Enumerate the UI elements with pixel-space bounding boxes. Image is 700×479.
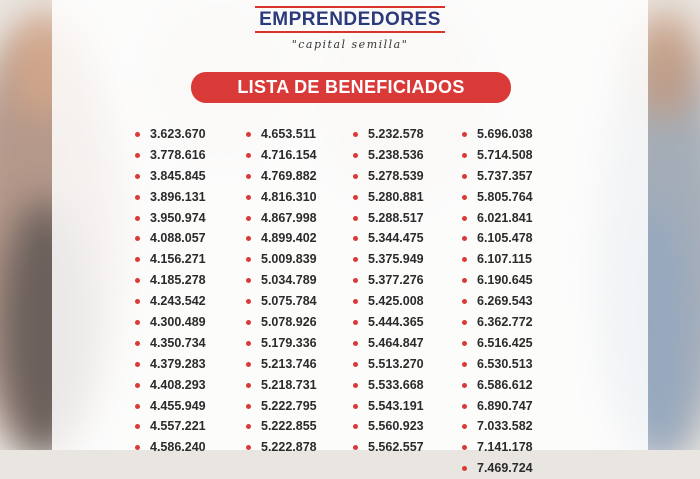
beneficiary-id: [135, 396, 206, 417]
bullet-dot-icon: [135, 341, 140, 346]
beneficiary-id: [135, 145, 206, 166]
beneficiary-id: [246, 416, 317, 437]
beneficiary-id-text: 5.737.357: [477, 168, 533, 183]
beneficiary-id: [353, 375, 424, 396]
beneficiary-id: [135, 354, 206, 375]
beneficiary-id: [462, 208, 533, 229]
beneficiary-id: [353, 228, 424, 249]
bullet-dot-icon: [246, 216, 251, 221]
beneficiary-id-text: 5.078.926: [261, 315, 317, 330]
bullet-dot-icon: [462, 257, 467, 262]
bullet-dot-icon: [462, 174, 467, 179]
beneficiary-id: [353, 249, 424, 270]
beneficiary-id: [246, 228, 317, 249]
bullet-dot-icon: [246, 341, 251, 346]
beneficiary-id: [353, 124, 424, 145]
bullet-dot-icon: [246, 132, 251, 137]
beneficiary-id-text: 5.288.517: [368, 210, 424, 225]
beneficiary-id-text: 3.950.974: [150, 210, 206, 225]
beneficiary-id: [462, 187, 533, 208]
beneficiary-id: [246, 270, 317, 291]
beneficiary-column-2: [246, 124, 317, 458]
beneficiary-id-text: 7.141.178: [477, 440, 533, 455]
beneficiary-id-text: 6.890.747: [477, 398, 533, 413]
beneficiary-id-text: 6.021.841: [477, 210, 533, 225]
beneficiary-id-text: 5.280.881: [368, 189, 424, 204]
beneficiary-id: [246, 291, 317, 312]
beneficiary-id-text: 4.716.154: [261, 147, 317, 162]
beneficiary-id-text: 7.033.582: [477, 419, 533, 434]
beneficiary-id: [462, 416, 533, 437]
beneficiary-id: [135, 124, 206, 145]
beneficiary-id-text: 4.557.221: [150, 419, 206, 434]
bullet-dot-icon: [246, 383, 251, 388]
beneficiary-id-text: 4.455.949: [150, 398, 206, 413]
beneficiary-id: [462, 291, 533, 312]
beneficiary-id-text: 5.543.191: [368, 398, 424, 413]
bullet-dot-icon: [353, 257, 358, 262]
beneficiary-id-text: 5.464.847: [368, 335, 424, 350]
brand-header: [0, 6, 700, 51]
bullet-dot-icon: [246, 362, 251, 367]
beneficiary-id-text: 5.562.557: [368, 440, 424, 455]
beneficiary-id: [135, 166, 206, 187]
beneficiary-id-text: 4.899.402: [261, 231, 317, 246]
brand-name: EMPRENDEDORES: [255, 6, 445, 33]
beneficiary-id-text: 4.379.283: [150, 356, 206, 371]
beneficiary-id-text: 6.107.115: [477, 252, 532, 267]
list-title: LISTA DE BENEFICIADOS: [237, 77, 465, 97]
bullet-dot-icon: [246, 299, 251, 304]
beneficiary-id-text: 5.714.508: [477, 147, 533, 162]
bullet-dot-icon: [353, 362, 358, 367]
beneficiary-id-text: 7.469.724: [477, 461, 533, 476]
bullet-dot-icon: [353, 195, 358, 200]
beneficiary-id: [246, 333, 317, 354]
beneficiary-id-text: 4.769.882: [261, 168, 317, 183]
beneficiary-id: [353, 145, 424, 166]
bullet-dot-icon: [462, 132, 467, 137]
beneficiary-id: [246, 208, 317, 229]
beneficiary-id: [462, 228, 533, 249]
beneficiary-id-text: 5.560.923: [368, 419, 424, 434]
beneficiary-id-text: 5.222.795: [261, 398, 317, 413]
bullet-dot-icon: [246, 320, 251, 325]
bullet-dot-icon: [246, 424, 251, 429]
beneficiary-id: [246, 396, 317, 417]
bullet-dot-icon: [353, 153, 358, 158]
beneficiary-id: [246, 437, 317, 458]
brand-tagline: "capital semilla": [291, 38, 409, 51]
bullet-dot-icon: [135, 132, 140, 137]
bullet-dot-icon: [353, 216, 358, 221]
beneficiary-id: [353, 354, 424, 375]
beneficiary-id-text: 6.586.612: [477, 377, 533, 392]
beneficiary-id: [135, 270, 206, 291]
beneficiary-id: [135, 187, 206, 208]
beneficiary-id: [135, 312, 206, 333]
bullet-dot-icon: [462, 299, 467, 304]
beneficiary-id-text: 5.218.731: [261, 377, 317, 392]
bullet-dot-icon: [246, 257, 251, 262]
bullet-dot-icon: [246, 404, 251, 409]
beneficiary-id: [462, 333, 533, 354]
bullet-dot-icon: [353, 383, 358, 388]
beneficiary-id: [353, 187, 424, 208]
beneficiary-id: [462, 375, 533, 396]
beneficiary-id: [135, 228, 206, 249]
beneficiary-id: [353, 333, 424, 354]
beneficiary-id: [353, 270, 424, 291]
bullet-dot-icon: [462, 153, 467, 158]
beneficiary-id-text: 4.653.511: [261, 127, 316, 141]
beneficiary-id-text: 4.586.240: [150, 440, 206, 455]
beneficiary-id: [246, 166, 317, 187]
beneficiary-id-text: 5.075.784: [261, 294, 317, 309]
beneficiary-id-text: 4.408.293: [150, 377, 206, 392]
beneficiary-id: [246, 124, 317, 145]
beneficiary-id: [135, 249, 206, 270]
beneficiary-id: [462, 124, 533, 145]
beneficiary-id-text: 5.009.839: [261, 252, 317, 267]
beneficiary-id-text: 4.867.998: [261, 210, 317, 225]
beneficiary-id: [462, 145, 533, 166]
beneficiary-id-text: 5.232.578: [368, 127, 424, 141]
bullet-dot-icon: [135, 299, 140, 304]
beneficiary-id: [246, 145, 317, 166]
beneficiary-id: [353, 416, 424, 437]
bullet-dot-icon: [462, 383, 467, 388]
beneficiary-id-text: 5.444.365: [368, 315, 424, 330]
beneficiary-id-text: 4.156.271: [150, 252, 206, 267]
beneficiary-id: [462, 249, 533, 270]
beneficiary-id-text: 5.513.270: [368, 356, 424, 371]
beneficiary-id-text: 6.530.513: [477, 356, 533, 371]
beneficiary-id-text: 5.034.789: [261, 273, 317, 288]
beneficiary-id-text: 5.213.746: [261, 356, 317, 371]
beneficiary-id: [246, 312, 317, 333]
beneficiary-id-text: 6.362.772: [477, 315, 533, 330]
bullet-dot-icon: [246, 236, 251, 241]
beneficiary-id: [462, 354, 533, 375]
bullet-dot-icon: [353, 278, 358, 283]
beneficiary-id: [135, 416, 206, 437]
beneficiary-id-text: 6.269.543: [477, 294, 533, 309]
beneficiary-id: [353, 396, 424, 417]
beneficiary-id-text: 5.222.855: [261, 419, 317, 434]
beneficiary-id: [135, 208, 206, 229]
bullet-dot-icon: [462, 362, 467, 367]
bullet-dot-icon: [353, 132, 358, 137]
bullet-dot-icon: [135, 278, 140, 283]
beneficiary-id: [135, 437, 206, 458]
bullet-dot-icon: [135, 236, 140, 241]
beneficiary-id: [462, 312, 533, 333]
beneficiary-id-text: 5.344.475: [368, 231, 424, 246]
beneficiary-id: [353, 291, 424, 312]
beneficiary-id-text: 5.222.878: [261, 440, 317, 455]
bullet-dot-icon: [462, 466, 467, 471]
beneficiary-id-text: 5.425.008: [368, 294, 424, 309]
beneficiary-id-text: 5.377.276: [368, 273, 424, 288]
beneficiary-column-4: [462, 124, 533, 479]
beneficiary-id-text: 3.845.845: [150, 168, 206, 183]
bullet-dot-icon: [135, 320, 140, 325]
bullet-dot-icon: [135, 424, 140, 429]
bullet-dot-icon: [135, 195, 140, 200]
bullet-dot-icon: [246, 174, 251, 179]
beneficiary-id-text: 4.088.057: [150, 231, 206, 246]
beneficiary-id-text: 3.896.131: [150, 189, 206, 204]
bullet-dot-icon: [246, 195, 251, 200]
beneficiary-id-text: 5.375.949: [368, 252, 424, 267]
beneficiary-id: [246, 375, 317, 396]
beneficiary-id: [462, 396, 533, 417]
bullet-dot-icon: [246, 278, 251, 283]
bullet-dot-icon: [353, 320, 358, 325]
bullet-dot-icon: [353, 236, 358, 241]
bullet-dot-icon: [462, 404, 467, 409]
bullet-dot-icon: [135, 216, 140, 221]
bullet-dot-icon: [135, 383, 140, 388]
beneficiary-id-text: 5.278.539: [368, 168, 424, 183]
beneficiary-id: [462, 458, 533, 479]
bullet-dot-icon: [462, 278, 467, 283]
beneficiary-id: [246, 354, 317, 375]
beneficiary-id: [353, 437, 424, 458]
beneficiary-id: [246, 249, 317, 270]
bullet-dot-icon: [353, 404, 358, 409]
beneficiary-id: [135, 375, 206, 396]
beneficiary-id-text: 5.696.038: [477, 127, 533, 141]
beneficiary-id-text: 3.778.616: [150, 147, 206, 162]
beneficiary-id: [462, 270, 533, 291]
beneficiary-id: [135, 333, 206, 354]
bullet-dot-icon: [462, 236, 467, 241]
beneficiary-id-text: 5.533.668: [368, 377, 424, 392]
beneficiary-id: [353, 312, 424, 333]
beneficiary-id-text: 4.816.310: [261, 189, 317, 204]
bullet-dot-icon: [353, 341, 358, 346]
list-title-banner: [191, 72, 511, 103]
beneficiary-id-text: 4.185.278: [150, 273, 206, 288]
beneficiary-id-text: 4.243.542: [150, 294, 206, 309]
bullet-dot-icon: [135, 404, 140, 409]
beneficiary-id-text: 6.190.645: [477, 273, 533, 288]
bullet-dot-icon: [462, 341, 467, 346]
beneficiary-id-text: 4.300.489: [150, 315, 206, 330]
beneficiary-column-1: [135, 124, 206, 458]
beneficiary-id: [135, 291, 206, 312]
bullet-dot-icon: [462, 320, 467, 325]
bullet-dot-icon: [462, 216, 467, 221]
bullet-dot-icon: [135, 153, 140, 158]
bullet-dot-icon: [135, 257, 140, 262]
beneficiary-id-text: 6.516.425: [477, 335, 533, 350]
bullet-dot-icon: [353, 299, 358, 304]
bullet-dot-icon: [353, 174, 358, 179]
beneficiary-id-text: 6.105.478: [477, 231, 533, 246]
beneficiary-id-text: 3.623.670: [150, 127, 206, 141]
bullet-dot-icon: [246, 153, 251, 158]
beneficiary-id: [246, 187, 317, 208]
beneficiary-id: [462, 437, 533, 458]
bullet-dot-icon: [135, 174, 140, 179]
beneficiary-id: [462, 166, 533, 187]
beneficiary-id-text: 5.805.764: [477, 189, 533, 204]
beneficiary-id: [353, 166, 424, 187]
beneficiary-column-3: [353, 124, 424, 458]
bullet-dot-icon: [462, 195, 467, 200]
beneficiary-id-text: 5.179.336: [261, 335, 317, 350]
bullet-dot-icon: [135, 362, 140, 367]
bullet-dot-icon: [353, 424, 358, 429]
beneficiary-id-text: 4.350.734: [150, 335, 206, 350]
beneficiary-id-text: 5.238.536: [368, 147, 424, 162]
beneficiary-id: [353, 208, 424, 229]
bullet-dot-icon: [462, 424, 467, 429]
